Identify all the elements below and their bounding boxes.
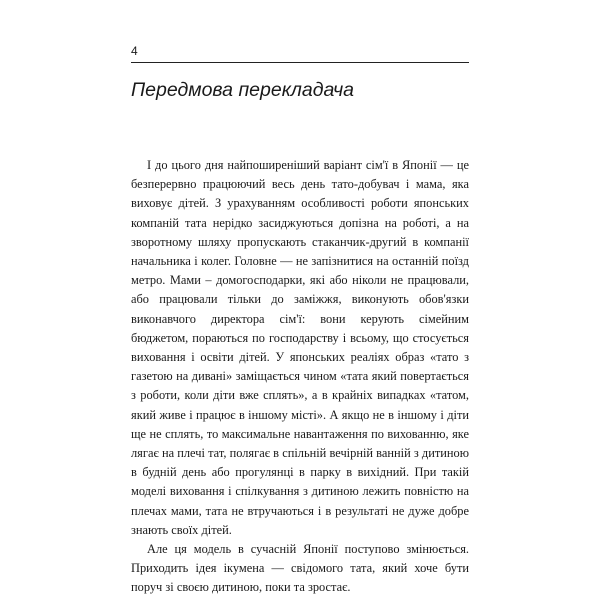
paragraph: Але ця модель в сучасній Японії поступово змінюється. Приходить ідея ікумена — свідомого тата, який хоче бути поруч зі своєю дитиною, поки та зростає.	[131, 542, 469, 595]
header-rule	[131, 62, 469, 63]
page-number: 4	[131, 44, 138, 58]
paragraph: І до цього дня найпоширеніший варіант сім'ї в Японії — це безперервно працюючий весь день тато-добувач і мама, яка виховує дітей. З урахуванням особливості роботи японських компаній тата нерідко засиджуються допізна на роботі, а на зворотному шляху пропускають стаканчик-другий в компанії начальника і колег. Головне — не запізнитися на останній поїзд метро. Мами – домогосподарки, які або ніколи не працювали, або працювали тільки до заміжжя, виконують обов'язки виконавчого директора сім'ї: вони керують сімейним бюджетом, пораються по господарству і всьому, що стосується виховання і освіти дітей. У японських реаліях образ «тато з газетою на дивані» заміщається чином «тата який повертається з роботи, коли діти вже сплять», а в крайніх випадках «татом, який живе і працює в іншому місті». А якщо не в іншому і діти ще не сплять, то максимальне навантаження по вихованню, яке лягає на плечі тат, полягає в спільній вечірній ванній з дитиною в будній день або прогулянці в парку в вихідний. При такій моделі виховання і спілкування з дитиною лежить повністю на плечах мами, тата не втручаються і в результаті не дуже добре знають своїх дітей.	[131, 158, 469, 537]
chapter-title: Передмова перекладача	[131, 79, 355, 101]
body-text	[131, 156, 469, 598]
